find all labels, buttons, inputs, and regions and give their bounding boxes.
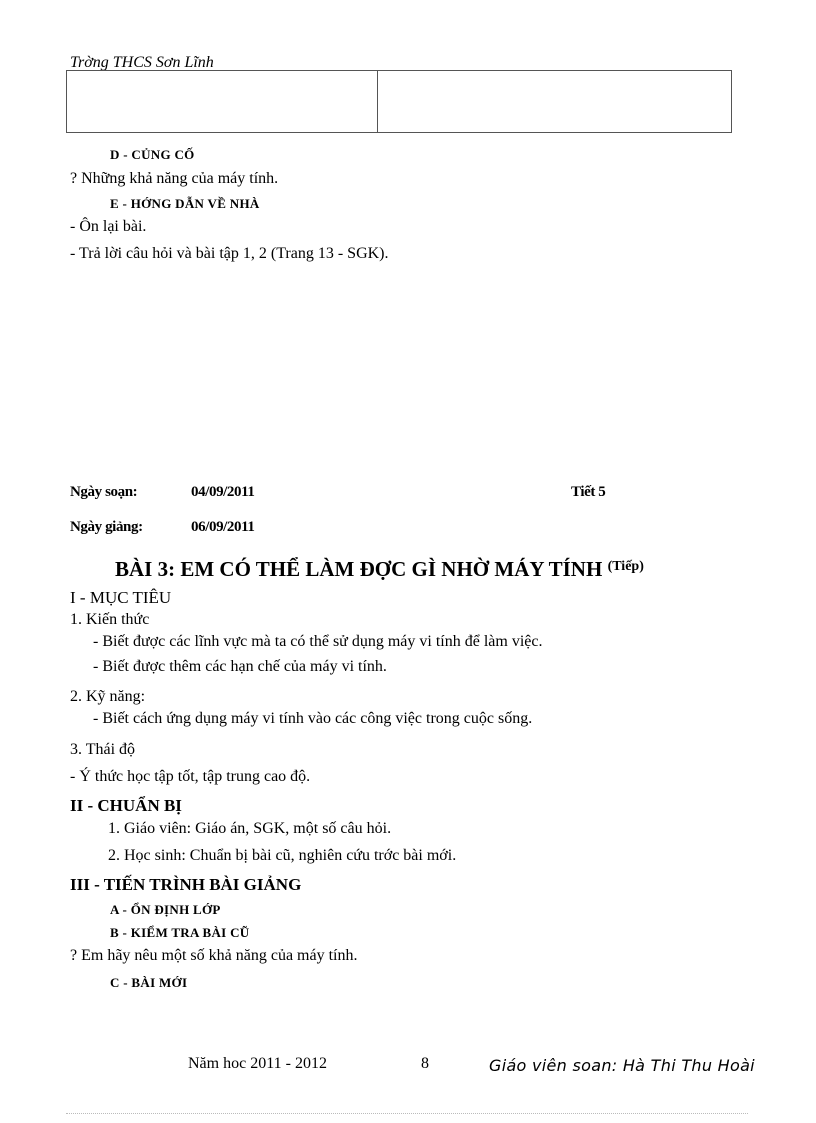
skills-label: 2. Kỹ năng:	[70, 688, 146, 705]
knowledge-label: 1. Kiến thức	[70, 611, 150, 628]
homework-heading: E - HỚNG DẪN VỀ NHÀ	[110, 196, 260, 211]
preparation-item: 2. Học sinh: Chuẩn bị bài cũ, nghiên cứu trớc bài mới.	[108, 847, 457, 864]
lesson-title: BÀI 3: EM CÓ THỂ LÀM ĐỢC GÌ NHỜ MÁY TÍNH $^{(Tiếp)}$	[115, 557, 644, 581]
preparation-item: 1. Giáo viên: Giáo án, SGK, một số câu hỏi.	[108, 820, 392, 837]
homework-item: - Trả lời câu hỏi và bài tập 1, 2 (Trang 13 - SGK).	[70, 245, 389, 262]
section-a-heading: A - ỔN ĐỊNH LỚP	[110, 902, 221, 917]
section-b-heading: B - KIỂM TRA BÀI CŨ	[110, 925, 250, 940]
prep-date-label: Ngày soạn:	[70, 484, 138, 500]
review-heading: D - CỦNG CỐ	[110, 147, 195, 162]
teach-date-label: Ngày giảng:	[70, 519, 143, 535]
knowledge-item: - Biết được thêm các hạn chế của máy vi tính.	[93, 658, 387, 675]
knowledge-item: - Biết được các lĩnh vực mà ta có thể sử dụng máy vi tính để làm việc.	[93, 633, 543, 650]
period-label: Tiết 5	[571, 484, 606, 500]
footer-page-number: 8	[421, 1055, 429, 1072]
footer-teacher: Giáo viên soan: Hà Thi Thu Hoài	[489, 1056, 755, 1075]
attitude-label: 3. Thái độ	[70, 741, 136, 758]
preparation-heading: II - CHUẨN BỊ	[70, 796, 182, 815]
footer-school-year: Năm hoc 2011 - 2012	[188, 1055, 327, 1072]
lesson-title-suffix: (Tiếp)	[607, 559, 644, 574]
empty-table-box	[66, 70, 732, 133]
bottom-border	[66, 1113, 748, 1114]
skills-item: - Biết cách ứng dụng máy vi tính vào các công việc trong cuộc sống.	[93, 710, 533, 727]
section-c-heading: C - BÀI MỚI	[110, 975, 188, 990]
objectives-heading: I - MỤC TIÊU	[70, 588, 172, 607]
homework-item: - Ôn lại bài.	[70, 218, 147, 235]
process-heading: III - TIẾN TRÌNH BÀI GIẢNG	[70, 875, 302, 894]
prep-date: 04/09/2011	[191, 484, 255, 500]
school-header: Trờng THCS Sơn Lĩnh	[70, 54, 214, 71]
attitude-item: - Ý thức học tập tốt, tập trung cao độ.	[70, 768, 311, 785]
section-b-question: ? Em hãy nêu một số khả năng của máy tính.	[70, 947, 358, 964]
review-question: ? Những khả năng của máy tính.	[70, 170, 279, 187]
teach-date: 06/09/2011	[191, 519, 255, 535]
table-divider	[377, 71, 378, 132]
